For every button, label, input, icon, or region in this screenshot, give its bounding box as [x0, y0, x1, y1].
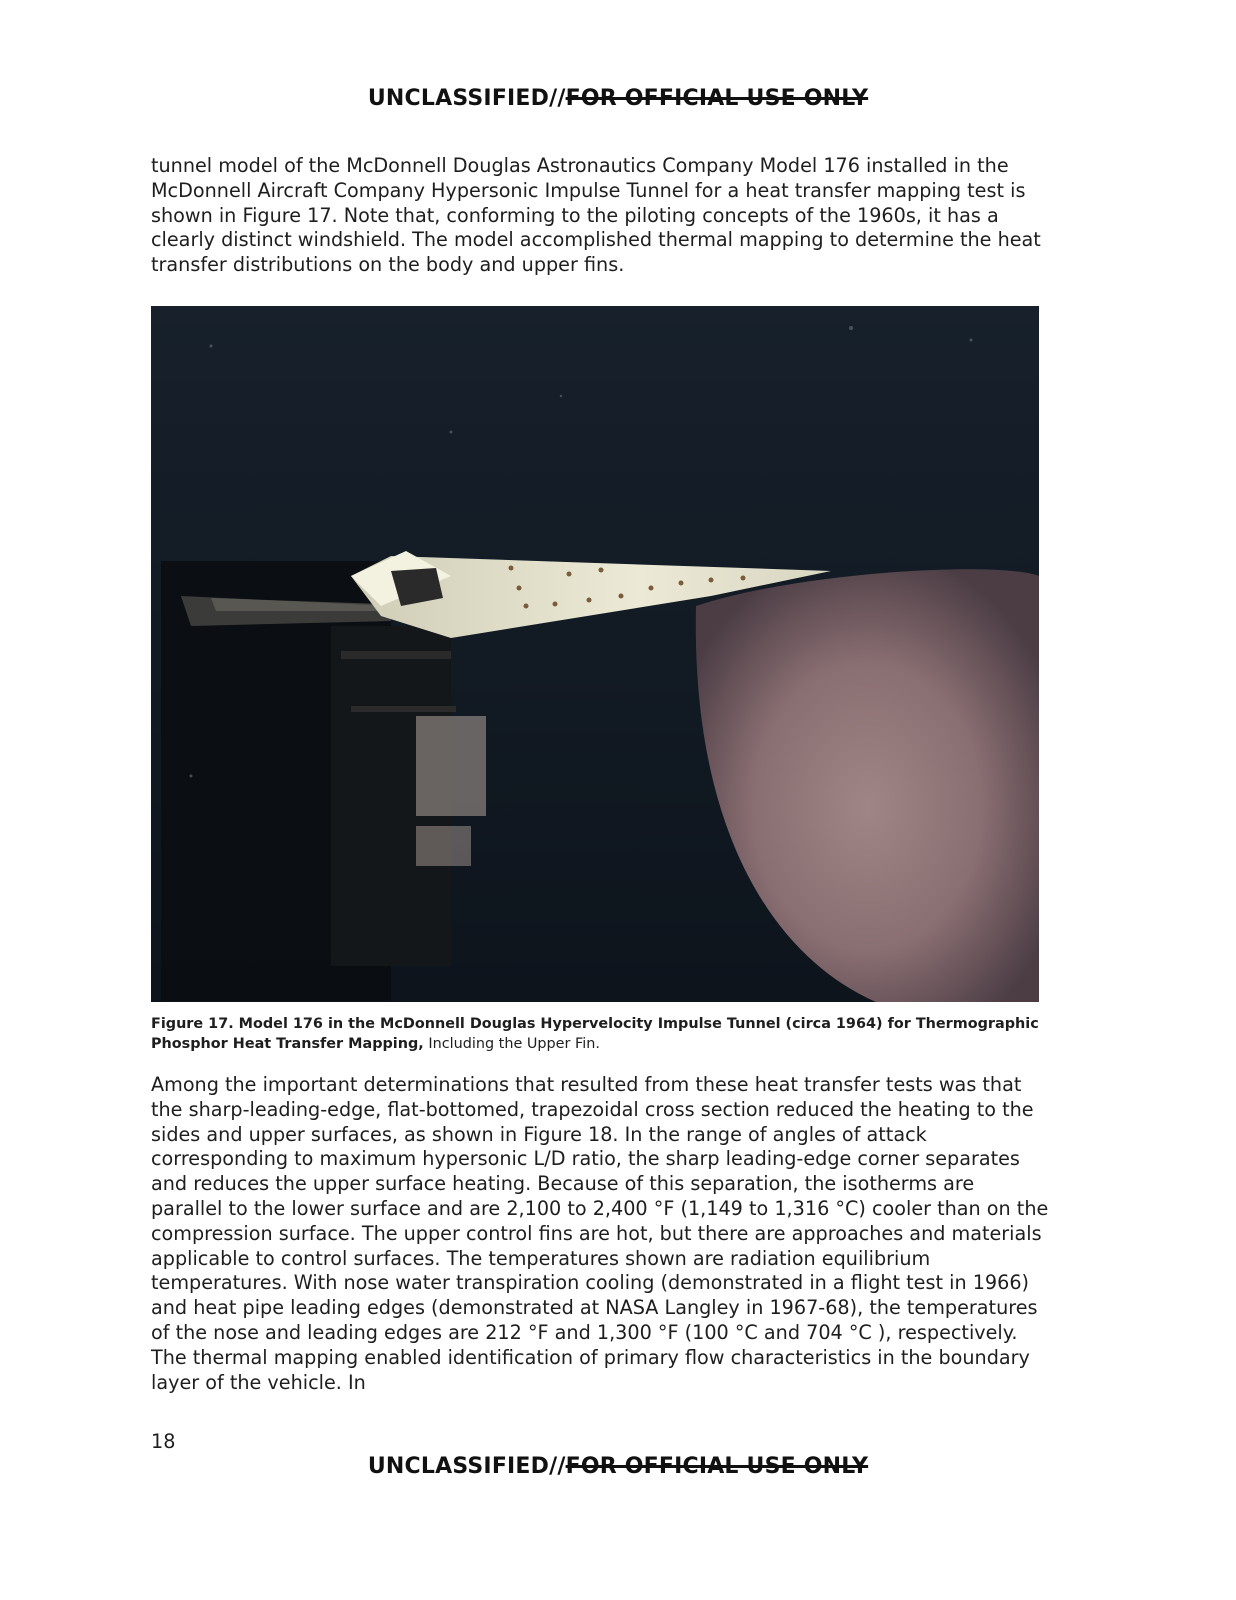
body-paragraph: tunnel model of the McDonnell Douglas Astronautics Company Model 176 installed in the McDonnell Aircraft Company Hypersonic Impulse Tunnel for a heat transfer mapping test is shown in Figure 17. Note that, conforming to the piloting concepts of the 1960s, it has a clearly distinct windshield. The model accomplished thermal mapping to determine the heat transfer distributions on the body and upper fins. — [151, 154, 1041, 277]
caption-regular-text: Including the Upper Fin. — [423, 1036, 600, 1052]
figure-caption — [151, 1014, 1051, 1054]
classification-footer — [0, 1454, 1236, 1479]
classification-header — [0, 86, 1236, 111]
classification-label: UNCLASSIFIED// — [367, 1454, 566, 1479]
struck-caveat: FOR OFFICIAL USE ONLY — [565, 1454, 869, 1479]
body-paragraph: Among the important determinations that resulted from these heat transfer tests was that the sharp-leading-edge, flat-bottomed, trapezoidal cross section reduced the heating to the sides and upper surfaces, as shown in Figure 18. In the range of angles of attack corresponding to maximum hypersonic L/D ratio, the sharp leading-edge corner separates and reduces the upper surface heating. Because of this separation, the isotherms are parallel to the lower surface and are 2,100 to 2,400 °F (1,149 to 1,316 °C) cooler than on the compression surface. The upper control fins are hot, but there are approaches and materials applicable to control surfaces. The temperatures shown are radiation equilibrium temperatures. With nose water transpiration cooling (demonstrated in a flight test in 1966) and heat pipe leading edges (demonstrated at NASA Langley in 1967-68), the temperatures of the nose and leading edges are 212 °F and 1,300 °F (100 °C and 704 °C ), respectively. The thermal mapping enabled identification of primary flow characteristics in the boundary layer of the vehicle. In — [151, 1073, 1049, 1394]
page-number: 18 — [151, 1430, 176, 1453]
struck-caveat: FOR OFFICIAL USE ONLY — [565, 86, 869, 111]
caption-bold-text: Figure 17. Model 176 in the McDonnell Douglas Hypervelocity Impulse Tunnel (circa 1964) for Thermographic Phosphor Heat Transfer Mapping, — [151, 1016, 1039, 1052]
figure-17-photo — [151, 306, 1039, 1002]
classification-label: UNCLASSIFIED// — [367, 86, 566, 111]
